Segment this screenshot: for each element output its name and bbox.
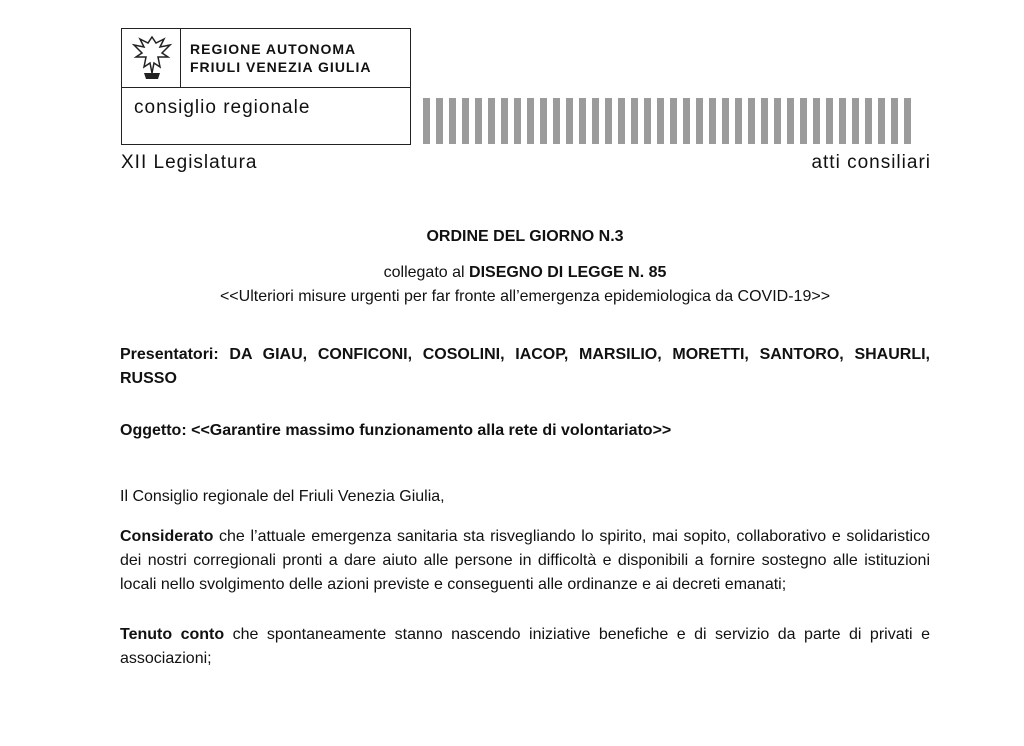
eagle-icon <box>130 33 174 83</box>
considerato-paragraph <box>120 525 930 597</box>
legislature-label: XII Legislatura <box>121 152 258 173</box>
presenters <box>120 343 930 391</box>
linked-prefix: collegato al <box>383 264 465 281</box>
region-line-1: REGIONE AUTONOMA <box>190 41 357 57</box>
document-body <box>120 225 930 671</box>
region-line-2: FRIULI VENEZIA GIULIA <box>190 59 372 75</box>
tenuto-text: che spontaneamente stanno nascendo iniziative benefiche e di servizio da parte di privati e associazioni; <box>120 626 930 667</box>
document-title: ORDINE DEL GIORNO N.3 <box>426 228 624 245</box>
subject-label: Oggetto: <box>120 422 187 439</box>
acts-label: atti consiliari <box>811 152 931 173</box>
logo-box <box>121 28 411 145</box>
intro-paragraph: Il Consiglio regionale del Friuli Venezia Giulia, <box>120 488 445 505</box>
letterhead <box>121 28 931 178</box>
logo-top <box>122 29 410 88</box>
considerato-text: che l’attuale emergenza sanitaria sta risvegliando lo spirito, mai sopito, collaborativo e solidaristico dei nostri corregionali pronti a dare aiuto alle persone in difficoltà e disponibili a fornire sostegno alle istituzioni locali nello svolgimento delle azioni previste e conseguenti alle ordinanze e ai decreti emanati; <box>120 528 930 593</box>
council-name: consiglio regionale <box>134 97 311 118</box>
presenters-label: Presentatori: <box>120 346 219 363</box>
tenuto-conto-paragraph <box>120 623 930 671</box>
linked-bill-line <box>120 261 930 285</box>
subject-text: <<Garantire massimo funzionamento alla rete di volontariato>> <box>191 422 672 439</box>
presenters-list: DA GIAU, CONFICONI, COSOLINI, IACOP, MARSILIO, MORETTI, SANTORO, SHAURLI, RUSSO <box>120 346 930 387</box>
region-name <box>190 40 371 76</box>
logo-divider <box>180 29 181 87</box>
considerato-label: Considerato <box>120 528 214 545</box>
bill-subtitle: <<Ulteriori misure urgenti per far fronte all’emergenza epidemiologica da COVID-19>> <box>219 288 831 305</box>
subject <box>120 419 930 443</box>
barcode-decoration <box>423 98 931 144</box>
linked-bill: DISEGNO DI LEGGE N. 85 <box>469 264 667 281</box>
tenuto-label: Tenuto conto <box>120 626 225 643</box>
